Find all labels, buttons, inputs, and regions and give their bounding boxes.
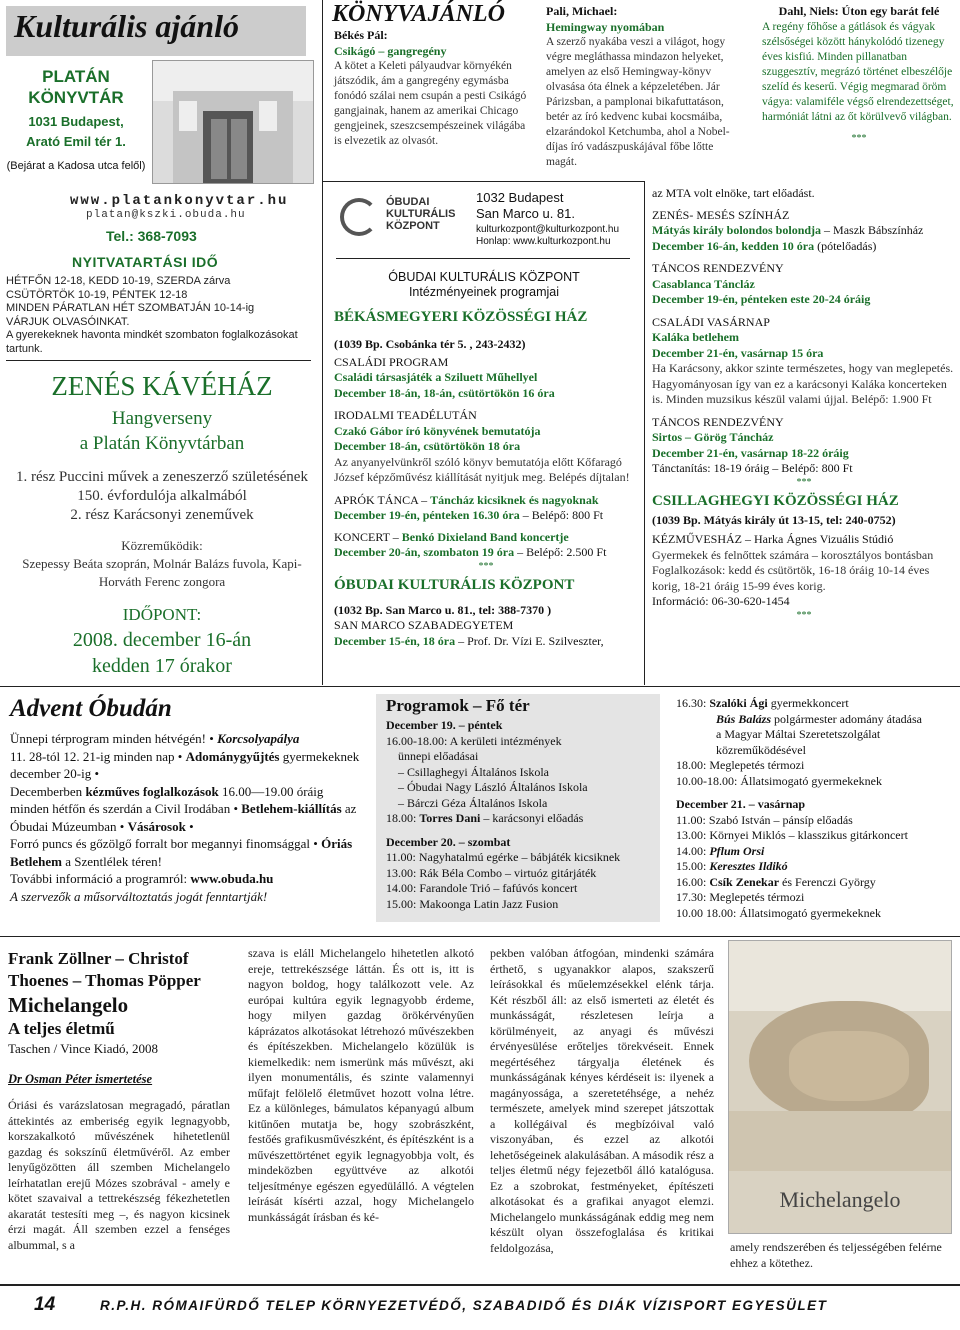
kulturalis-title: Kulturális ajánló: [14, 8, 239, 44]
zenes-hour: kedden 17 órakor: [92, 655, 232, 677]
advent-title: Advent Óbudán: [10, 695, 172, 722]
okk-title: ÓBUDAI KULTURÁLIS KÖZPONT: [334, 576, 575, 593]
ap-date-line: [334, 508, 638, 524]
sm-date-line: [334, 634, 638, 650]
t2-label: TÁNCOS RENDEZVÉNY: [652, 414, 784, 429]
hours-line-1: HÉTFŐN 12-18, KEDD 10-19, SZERDA zárva: [6, 275, 231, 287]
prog-c2a: Bús Balázs: [716, 711, 772, 726]
prog-a3: – Óbudai Nagy László Általános Iskola: [398, 780, 588, 794]
advent-l4c: a Szentlélek téren!: [61, 853, 162, 869]
ap-date: December 19-én, pénteken 16.30 óra: [334, 508, 520, 522]
obudai-addr-2: San Marco u. 81.: [476, 206, 575, 221]
sm-date: December 15-én, 18 óra: [334, 633, 456, 648]
kez-rest: Harka Ágnes Vizuális Stúdió: [754, 532, 894, 546]
it-label: IRODALMI TEADÉLUTÁN: [334, 408, 477, 422]
konyv-book: Csikágó – gangregény: [334, 43, 447, 58]
konyv-author: Békés Pál:: [334, 28, 388, 42]
bek-addr: (1039 Bp. Csobánka tér 5. , 243-2432): [334, 337, 526, 351]
prog-e5: [676, 875, 956, 891]
prog-e4b: Keresztes Ildikó: [709, 859, 788, 873]
prog-a5c: – karácsonyi előadás: [480, 811, 584, 825]
t1-label: TÁNCOS RENDEZVÉNY: [652, 261, 784, 275]
cs-text: Ha Karácsony, akkor szinte természetes, hogy van meglepetés. Hagyományosan így van ez a karácsonyi Kaláka koncerteken is. Minden muzsikus készül valami újjal. Belépő: 1.900 Ft: [652, 361, 954, 406]
mich-col-2: szava is eláll Michelangelo hihetetlen alkotó ereje, tettrekészsége láttán. És ott is, itt is nagyon boldog, hogy találkozott vele. Az európai kultúra egyik legnagyobb érdeme, hogy milyen gazdag örökérvényűen káprázatos alkotásokat létrehozó művészekben és építészekben. Michelangelo közülük is kiemelkedik: nem ismerünk más művészt, aki ilyen monumentális, és szinte valamennyi műfajt felölelő életművet hozott volna létre. Ez a különleges, bámulatos képanyagú album kitűnően mutatja be, hogy szobrászként, festőés grafikusművészként, és építészként is a művészettörténet egyik legnagyobbja volt, és mindeközben együttvéve az alkotói teljesítménye egészen egyedülálló. A végtelen leírását kísérti azzal, hogy Michelangelo munkásságát írásban és ké-: [248, 946, 474, 1224]
prog-a1: 16.00-18.00: A kerületi intézmények: [386, 733, 562, 748]
prog-e3a: 14.00:: [676, 843, 710, 858]
logo-line-3: KÖZPONT: [386, 220, 440, 232]
pali-text: A szerző nyakába veszi a világot, hogy végre megláthassa mindazon helyeket, amelyen az első Hemingway-könyv olvasása óta élnek a képzeletében. Jár Párizsban, a pamplonai bikafuttatáson, betér az író kedvenc kubai kocsmáiba, elzarándokol Ketchumba, ahol a Nobel-díjas író vadászpuskájával főbe lőtte magát.: [546, 36, 730, 168]
ko-date: December 20-án, szombaton 19 óra: [334, 545, 515, 559]
prog-a5: [386, 811, 658, 827]
library-photo: [152, 60, 314, 184]
okk-addr: (1032 Bp. San Marco u. 81., tel: 388-7370 ): [334, 602, 552, 617]
advent-l2c: gyermekeknek december 20-ig •: [10, 748, 360, 781]
advent-l1a: Ünnepi térprogram minden hétvégén! •: [10, 731, 218, 746]
hours-line-4: VÁRJUK OLVASÓINKAT.: [6, 315, 130, 328]
obudai-email[interactable]: kulturkozpont@kulturkozpont.hu: [476, 224, 620, 235]
kez-line: [652, 532, 956, 548]
prog-b1: 11.00: Nagyhatalmú egérke – bábjáték kicsiknek: [386, 850, 621, 864]
book-cover: [728, 940, 952, 1234]
hours-line-2: CSÜTÖRTÖK 10-19, PÉNTEK 12-18: [6, 288, 188, 301]
prog-e4a: 15.00:: [676, 859, 710, 873]
platan-web[interactable]: www.platankonyvtar.hu: [70, 193, 289, 209]
advent-l1b: Korcsolyapálya: [217, 731, 300, 746]
obudai-head-1: ÓBUDAI KULTURÁLIS KÖZPONT: [388, 270, 580, 284]
hours-text: [6, 275, 306, 356]
obudai-contact: [476, 190, 619, 248]
pali-book: Hemingway nyomában: [546, 19, 665, 34]
platan-name-1: PLATÁN: [42, 67, 110, 86]
footer-rule: [0, 1284, 960, 1286]
ap-label: APRÓK TÁNCA –: [334, 492, 431, 507]
csil-title: CSILLAGHEGYI KÖZÖSSÉGI HÁZ: [652, 492, 899, 509]
zm-label: ZENÉS- MESÉS SZÍNHÁZ: [652, 207, 790, 222]
prog-b4: 15.00: Makoonga Latin Jazz Fusion: [386, 896, 559, 911]
mich-col-3: pekben valóban átfogóan, mindenki számára érthető, s ugyanakkor alapos, szakszerű leírásokkal és műelemzésekkel elénk tárja. Két részből áll: az első ismerteti az életét és munkásságát, részletesen leírja a körülményeit, az anyagi és művészi érvényesülése erőteljes törekvéseit. Ennek megértéséhez tárgyalja életének és munkásságának kényes kérdéseit is: ilyenek a magányossága, a szeretetéhsége, a nehéz természete, amelyek mind szerepet játszottak a kollégáival és megbízóival való viszonyában, és ezzel az alkotói lehetőségeinek alakulásában. A második rész a teljes életmű négy fejezetből álló katalógusa. Ez a szobrokat, festményeket, építészeti alkotásokat és a grafikai anyagot elemzi. Michelangelo munkásságának eddig meg nem készült olyan összefoglalása és kritikai feldolgozása,: [490, 946, 714, 1255]
t2-fee: Tánctanítás: 18-19 óráig – Belépő: 800 Ft: [652, 461, 853, 475]
advent-l3g: •: [185, 818, 194, 834]
dahl-title: Dahl, Niels: Úton egy barát felé: [778, 4, 940, 18]
hours-line-3: MINDEN PÁRATLAN HÉT SZOMBATJÁN 10-14-ig: [6, 302, 255, 314]
zm-line: [652, 223, 956, 239]
zenes-contrib-label: Közreműködik:: [121, 538, 203, 553]
advent-l2a: 11. 28-tól 12. 21-ig minden nap •: [10, 748, 186, 764]
kez-text-2: Foglalkozások: kedd és csütörtök, 16-18 óráig 10-14 éves korig, 18-21 óráig 15-99 éves korig.: [652, 563, 930, 593]
sm-label: SAN MARCO SZABADEGYETEM: [334, 618, 514, 632]
prog-e5b: Csík Zenekar: [709, 874, 780, 889]
advent-l2b: Adománygyűjtés: [185, 748, 280, 764]
dahl-block: [762, 4, 956, 146]
dahl-text: A regény főhőse a gátlások és vágyak szélsőségei között hánykolódó tizenegy éves kisfiú. Minden pillanatban szuggesztív, megrázó történet elbeszélője szelíd és keserű. Végig megmarad öröm vágya: valamiféle végső elrendezettséget, harmóniát látni az őt körülvevő világban.: [762, 20, 954, 123]
mich-reviewer: Dr Osman Péter ismertetése: [8, 1072, 153, 1086]
prog-e2: 13.00: Környei Miklós – klasszikus gitárkoncert: [676, 828, 908, 842]
advent-text: [10, 730, 360, 905]
divider: [644, 181, 645, 685]
mich-t3: Michelangelo: [8, 993, 129, 1017]
sm-rest: – Prof. Dr. Vízi E. Szilveszter,: [455, 633, 604, 648]
prog-c6: 10.00-18.00: Állatsimogató gyermekeknek: [676, 773, 882, 788]
advent-l6: A szervezők a műsorváltoztatás jogát fenntartják!: [10, 888, 268, 904]
platan-name-2: KÖNYVTÁR: [28, 88, 124, 107]
ko-fee: – Belépő: 2.500 Ft: [514, 545, 607, 559]
platan-info: [6, 66, 146, 174]
cover-title: Michelangelo: [779, 1187, 901, 1212]
obudai-head-2: Intézményeinek programjai: [408, 285, 560, 299]
prog-c2: [676, 712, 956, 728]
platan-address-1: 1031 Budapest,: [28, 114, 124, 129]
right-stars-2: ***: [796, 609, 812, 621]
mich-col-1: Óriási és varázslatosan megragadó, páratlan áttekintés az emberiség egyik legnagyobb, korszakalkotó művészének hihetetlenül gazdag és sokszínű életművéről. Az ember lenyűgözötten áll szemben Michelangelo leírhatatlan erejű Mózes szobrával - amely e kötet szavaival a tettrekészség fékezhetetlen akaratát testesíti meg –, és nagyon kicsinek érzi magát. Áll szemben ezzel a fenséges albummal, s a: [8, 1098, 230, 1252]
pali-block: [546, 4, 746, 170]
obudai-head: [334, 270, 634, 300]
michelangelo-head: [8, 948, 238, 1088]
csil-addr: (1039 Bp. Mátyás király út 13-15, tel: 240-0752): [652, 512, 896, 527]
t2-title: Sirtos – Görög Táncház: [652, 430, 774, 444]
cs-date: December 21-én, vasárnap 15 óra: [652, 345, 824, 360]
hours-line-5: A gyerekeknek havonta mindkét szombaton foglalkozásokat tartunk.: [6, 329, 298, 355]
advent-l4b: Óriás Betlehem: [10, 836, 353, 869]
programok-list: [386, 694, 658, 912]
prog-a5a: 18.00:: [386, 811, 420, 825]
mich-t2: Thoenes – Thomas Pöpper: [8, 971, 201, 990]
ap-line: [334, 493, 638, 509]
prog-a4: – Bárczi Géza Általános Iskola: [398, 795, 548, 810]
zenes-date: 2008. december 16-án: [72, 629, 252, 651]
advent-l3a: Decemberben: [10, 783, 86, 799]
zm-note: (pótelőadás): [814, 238, 877, 253]
kez-info: Információ: 06-30-620-1454: [652, 594, 790, 608]
mta-line: az MTA volt elnöke, tart előadást.: [652, 186, 815, 200]
platan-address-2: Arató Emil tér 1.: [26, 134, 126, 149]
advent-l3e: az Óbudai Múzeumban •: [10, 801, 357, 834]
zm-rest: – Maszk Bábszínház: [821, 223, 924, 237]
right-stars: ***: [796, 476, 812, 488]
prog-e4: [676, 859, 956, 875]
zm-date: December 16-án, kedden 10 óra: [652, 238, 815, 253]
prog-c5: 18.00: Meglepetés térmozi: [676, 758, 805, 772]
divider: [6, 360, 311, 361]
advent-l3f: Vásárosok: [127, 818, 186, 834]
programok-list-2: [676, 696, 956, 921]
logo-line-1: ÓBUDAI: [386, 196, 430, 208]
divider: [322, 0, 323, 685]
bek-title: BÉKÁSMEGYERI KÖZÖSSÉGI HÁZ: [334, 309, 588, 325]
right-programs: [652, 186, 956, 622]
footer-text: R.P.H. RÓMAIFÜRDŐ TELEP KÖRNYEZETVÉDŐ, SZABADIDŐ ÉS DIÁK VÍZISPORT EGYESÜLET: [100, 1298, 828, 1313]
prog-a1b: ünnepi előadásai: [398, 749, 479, 763]
hours-title: NYITVATARTÁSI IDŐ: [72, 254, 219, 270]
platan-email[interactable]: platan@kszki.obuda.hu: [86, 209, 246, 221]
cs-label: CSALÁDI VASÁRNAP: [652, 314, 770, 329]
ko-title: Benkó Dixieland Band koncertje: [401, 529, 569, 544]
prog-c1b: Szalóki Ági: [709, 696, 768, 710]
divider: [0, 936, 960, 937]
dahl-stars: ***: [851, 132, 867, 144]
cs-title: Kaláka betlehem: [652, 330, 739, 344]
zenes-subtitle-2: a Platán Könyvtárban: [79, 433, 245, 454]
prog-e7: 10.00 18.00: Állatsimogató gyermekeknek: [676, 905, 881, 920]
mich-col-4: amely rendszerében és teljességében felérne ehhez a kötethez.: [730, 1240, 942, 1270]
logo-swirl-icon: [340, 198, 378, 236]
mich-t1: Frank Zöllner – Christof: [8, 949, 189, 968]
cp-label: CSALÁDI PROGRAM: [334, 354, 449, 369]
prog-a2: – Csillaghegyi Általános Iskola: [398, 764, 549, 779]
t1-date: December 19-én, pénteken este 20-24 óráig: [652, 292, 871, 306]
konyv-text: A kötet a Keleti pályaudvar környékén játszódik, ám a gangregény egymásba fonódó szálai nem csupán a pesti Csikágó gangjainak, hanem az amerikai Chicago gengjeinek, szeszcsempészeinek világába is elvezetik az olvasót.: [334, 60, 527, 147]
obudai-programs: [334, 307, 638, 649]
ap-fee: – Belépő: 800 Ft: [519, 508, 604, 522]
ko-label: KONCERT –: [334, 529, 402, 544]
prog-d19: December 19. – péntek: [386, 718, 503, 732]
ko-date-line: [334, 545, 638, 561]
konyv-block: [334, 28, 530, 149]
zenes-subtitle-1: Hangverseny: [111, 408, 213, 429]
prog-e5c: és Ferenczi György: [779, 874, 876, 889]
zm-title: Mátyás király bolondos bolondja: [652, 223, 822, 237]
mich-pub: Taschen / Vince Kiadó, 2008: [8, 1041, 159, 1056]
konyv-title: KÖNYVAJÁNLÓ: [332, 1, 505, 27]
t1-title: Casablanca Táncláz: [652, 276, 755, 291]
ko-line: [334, 530, 638, 546]
prog-b3: 14.00: Farandole Trió – fafúvós koncert: [386, 881, 578, 895]
prog-c3: a Magyar Máltai Szeretetszolgálat: [716, 727, 881, 741]
obudai-addr-1: 1032 Budapest: [476, 190, 564, 205]
it-text: Az anyanyelvünkről szóló könyv bemutatója előtt Kőfaragó József képzőművész kiállítását nyitjuk meg. Belépés díjtalan!: [334, 454, 630, 484]
cp-title: Családi társasjáték a Sziluett Műhellyel: [334, 370, 538, 384]
programok-title: Programok – Fő tér: [386, 696, 530, 715]
footer-page: 14: [34, 1294, 56, 1315]
divider: [322, 181, 644, 182]
platan-entrance: (Bejárat a Kadosa utca felől): [6, 160, 146, 172]
obudai-stars: ***: [478, 560, 494, 572]
zenes-contrib: Szepessy Beáta szoprán, Molnár Balázs fuvola, Kapi-Horváth Ferenc zongora: [22, 556, 302, 589]
kez-text-1: Gyermekek és felnőttek számára – korosztályos bontásban: [652, 547, 934, 562]
cp-date: December 18-án, 18-án, csütörtökön 16 óra: [334, 385, 555, 400]
obudai-logo: [340, 196, 460, 240]
zenes-title: ZENÉS KÁVÉHÁZ: [51, 371, 273, 401]
prog-e3: [676, 844, 956, 860]
zm-date-line: [652, 239, 956, 255]
prog-c2b: polgármester adomány átadása: [771, 711, 922, 726]
prog-e3b: Pflum Orsi: [709, 843, 765, 858]
prog-e1: 11.00: Szabó István – pánsíp előadás: [676, 812, 853, 827]
advent-l5b[interactable]: www.obuda.hu: [190, 871, 274, 886]
pali-author: Pali, Michael:: [546, 4, 618, 18]
zenes-time-label: IDŐPONT:: [122, 605, 202, 624]
divider: [336, 258, 630, 259]
advent-l3d: Betlehem-kiállítás: [241, 801, 342, 816]
it-title: Czakó Gábor író könyvének bemutatója: [334, 423, 541, 438]
mich-t4: A teljes életmű: [8, 1019, 115, 1038]
zenes-part-1: 1. rész Puccini művek a zeneszerző születésének 150. évfordulója alkalmából: [16, 469, 308, 504]
prog-d21: December 21. – vasárnap: [676, 797, 806, 811]
prog-c1: [676, 696, 956, 712]
prog-e5a: 16.00:: [676, 874, 710, 889]
divider: [0, 686, 960, 687]
prog-a5b: Torres Dani: [419, 811, 481, 825]
zenes-part-2: 2. rész Karácsonyi zeneművek: [70, 507, 254, 523]
advent-l3c: 16.00—19.00 óráig minden hétfőn és szerdán a Civil Irodában •: [10, 783, 324, 816]
obudai-web[interactable]: Honlap: www.kulturkozpont.hu: [476, 236, 611, 247]
kez-label: KÉZMŰVESHÁZ –: [652, 532, 754, 546]
ap-title: Táncház kicsiknek és nagyoknak: [430, 492, 599, 507]
prog-e6: 17.30: Meglepetés térmozi: [676, 890, 805, 904]
prog-c1a: 16.30:: [676, 696, 710, 710]
logo-line-2: KULTURÁLIS: [386, 208, 456, 220]
platan-tel: Tel.: 368-7093: [106, 228, 197, 244]
advent-l3b: kézműves foglalkozások: [85, 783, 219, 799]
prog-d20: December 20. – szombat: [386, 834, 511, 849]
advent-l4a: Forró puncs és gőzölgő forralt bor megannyi finomsággal •: [10, 836, 322, 851]
prog-c1c: gyermekkoncert: [767, 696, 849, 710]
zenes-kavehaz: [4, 368, 320, 679]
prog-b2: 13.00: Rák Béla Combo – virtuóz gitárjáték: [386, 865, 597, 880]
it-date: December 18-án, csütörtökön 18 óra: [334, 439, 521, 453]
prog-c4: közreműködésével: [716, 742, 806, 757]
advent-l5a: További információ a programról:: [10, 871, 191, 886]
t2-date: December 21-én, vasárnap 18-22 óráig: [652, 445, 849, 460]
